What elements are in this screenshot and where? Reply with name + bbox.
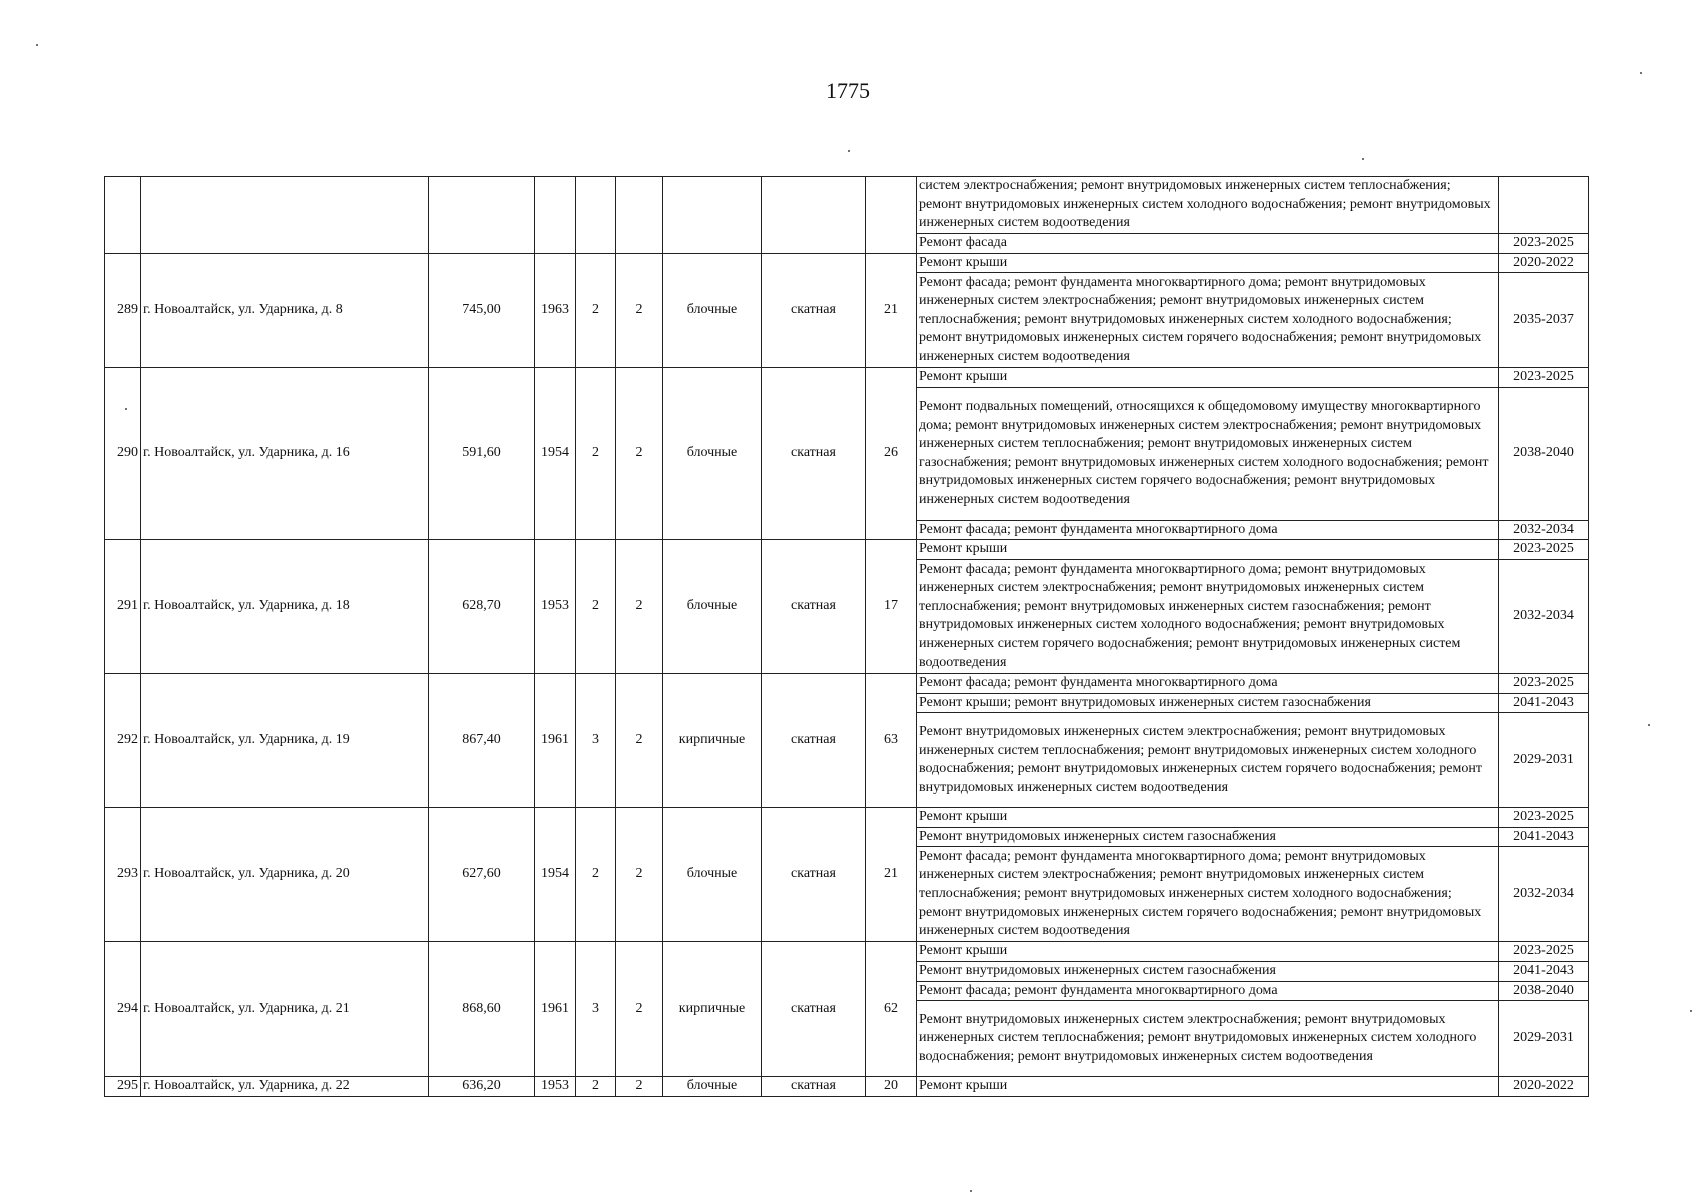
cell-repair-period: 2041-2043	[1499, 961, 1589, 981]
housing-repair-table	[104, 176, 1589, 1097]
cell-wall-material: блочные	[663, 253, 762, 368]
cell-row-number	[105, 177, 141, 254]
cell-repair-works: Ремонт фасада; ремонт фундамента многоквартирного дома; ремонт внутридомовых инженерных систем электроснабжения; ремонт внутридомовых инженерных систем теплоснабжения; ремонт внутридомовых инженерных систем газоснабжения; ремонт внутридомовых инженерных систем холодного водоснабжения; ремонт внутридомовых инженерных систем горячего водоснабжения; ремонт внутридомовых инженерных систем водоотведения	[917, 559, 1499, 673]
cell-row-number: 295	[105, 1077, 141, 1097]
cell-entrances	[616, 177, 663, 254]
cell-area: 867,40	[429, 673, 535, 807]
cell-repair-works: Ремонт фасада; ремонт фундамента многоквартирного дома; ремонт внутридомовых инженерных систем электроснабжения; ремонт внутридомовых инженерных систем теплоснабжения; ремонт внутридомовых инженерных систем холодного водоснабжения; ремонт внутридомовых инженерных систем горячего водоснабжения; ремонт внутридомовых инженерных систем водоотведения	[917, 273, 1499, 368]
cell-roof-type: скатная	[762, 942, 866, 1077]
cell-roof-type: скатная	[762, 253, 866, 368]
cell-roof-type: скатная	[762, 1077, 866, 1097]
scan-speck	[1640, 72, 1642, 74]
cell-wall-material: кирпичные	[663, 673, 762, 807]
cell-year-built: 1963	[535, 253, 576, 368]
cell-row-number: 291	[105, 540, 141, 674]
cell-repair-works: Ремонт крыши	[917, 540, 1499, 560]
table-row	[105, 808, 1589, 828]
cell-floors	[576, 177, 616, 254]
cell-repair-period: 2023-2025	[1499, 368, 1589, 388]
cell-repair-works: Ремонт внутридомовых инженерных систем электроснабжения; ремонт внутридомовых инженерных систем теплоснабжения; ремонт внутридомовых инженерных систем холодного водоснабжения; ремонт внутридомовых инженерных систем горячего водоснабжения; ремонт внутридомовых инженерных систем водоотведения	[917, 713, 1499, 808]
cell-area: 591,60	[429, 368, 535, 540]
cell-row-number: 290	[105, 368, 141, 540]
cell-repair-period: 2023-2025	[1499, 808, 1589, 828]
cell-repair-works: Ремонт внутридомовых инженерных систем газоснабжения	[917, 827, 1499, 847]
cell-repair-works: Ремонт фасада	[917, 234, 1499, 254]
scan-speck	[1648, 724, 1650, 726]
cell-year-built	[535, 177, 576, 254]
cell-repair-period: 2041-2043	[1499, 693, 1589, 713]
cell-repair-works: Ремонт крыши	[917, 368, 1499, 388]
cell-year-built: 1954	[535, 368, 576, 540]
cell-year-built: 1953	[535, 1077, 576, 1097]
cell-wall-material	[663, 177, 762, 254]
cell-wear-percent: 17	[866, 540, 917, 674]
table-row	[105, 673, 1589, 693]
scan-speck	[1362, 158, 1364, 160]
cell-entrances: 2	[616, 808, 663, 942]
cell-wear-percent: 26	[866, 368, 917, 540]
cell-repair-period: 2038-2040	[1499, 387, 1589, 520]
cell-wall-material: блочные	[663, 540, 762, 674]
table-row	[105, 368, 1589, 388]
cell-wear-percent	[866, 177, 917, 254]
cell-year-built: 1961	[535, 673, 576, 807]
cell-repair-works: Ремонт фасада; ремонт фундамента многоквартирного дома	[917, 520, 1499, 540]
cell-address	[141, 177, 429, 254]
cell-roof-type: скатная	[762, 540, 866, 674]
cell-repair-period: 2032-2034	[1499, 559, 1589, 673]
cell-entrances: 2	[616, 673, 663, 807]
cell-repair-period: 2032-2034	[1499, 847, 1589, 942]
cell-row-number: 292	[105, 673, 141, 807]
cell-wear-percent: 63	[866, 673, 917, 807]
cell-floors: 2	[576, 1077, 616, 1097]
cell-address: г. Новоалтайск, ул. Ударника, д. 8	[141, 253, 429, 368]
cell-roof-type: скатная	[762, 368, 866, 540]
cell-repair-works: Ремонт крыши; ремонт внутридомовых инженерных систем газоснабжения	[917, 693, 1499, 713]
cell-repair-period: 2023-2025	[1499, 942, 1589, 962]
cell-area: 628,70	[429, 540, 535, 674]
table-row	[105, 540, 1589, 560]
cell-repair-works: Ремонт подвальных помещений, относящихся к общедомовому имуществу многоквартирного дома; ремонт внутридомовых инженерных систем электроснабжения; ремонт внутридомовых инженерных систем теплоснабжения; ремонт внутридомовых инженерных систем газоснабжения; ремонт внутридомовых инженерных систем холодного водоснабжения; ремонт внутридомовых инженерных систем горячего водоснабжения; ремонт внутридомовых инженерных систем водоотведения	[917, 387, 1499, 520]
cell-repair-period: 2029-2031	[1499, 1001, 1589, 1077]
cell-wear-percent: 20	[866, 1077, 917, 1097]
cell-entrances: 2	[616, 540, 663, 674]
cell-address: г. Новоалтайск, ул. Ударника, д. 21	[141, 942, 429, 1077]
cell-floors: 2	[576, 540, 616, 674]
cell-address: г. Новоалтайск, ул. Ударника, д. 18	[141, 540, 429, 674]
cell-row-number: 289	[105, 253, 141, 368]
cell-repair-period: 2032-2034	[1499, 520, 1589, 540]
cell-repair-period: 2023-2025	[1499, 540, 1589, 560]
table-row	[105, 1077, 1589, 1097]
cell-area: 636,20	[429, 1077, 535, 1097]
cell-repair-works: Ремонт фасада; ремонт фундамента многоквартирного дома; ремонт внутридомовых инженерных систем электроснабжения; ремонт внутридомовых инженерных систем теплоснабжения; ремонт внутридомовых инженерных систем холодного водоснабжения; ремонт внутридомовых инженерных систем горячего водоснабжения; ремонт внутридомовых инженерных систем водоотведения	[917, 847, 1499, 942]
cell-year-built: 1953	[535, 540, 576, 674]
cell-area: 868,60	[429, 942, 535, 1077]
cell-wear-percent: 21	[866, 808, 917, 942]
page-number: 1775	[826, 78, 870, 103]
cell-repair-works: Ремонт внутридомовых инженерных систем электроснабжения; ремонт внутридомовых инженерных систем теплоснабжения; ремонт внутридомовых инженерных систем холодного водоснабжения; ремонт внутридомовых инженерных систем водоотведения	[917, 1001, 1499, 1077]
cell-roof-type	[762, 177, 866, 254]
cell-repair-works: Ремонт внутридомовых инженерных систем газоснабжения	[917, 961, 1499, 981]
scan-speck	[1690, 1010, 1692, 1012]
cell-row-number: 294	[105, 942, 141, 1077]
cell-floors: 3	[576, 942, 616, 1077]
cell-year-built: 1961	[535, 942, 576, 1077]
cell-floors: 2	[576, 368, 616, 540]
table-row	[105, 177, 1589, 234]
table-row	[105, 942, 1589, 962]
cell-repair-works: Ремонт фасада; ремонт фундамента многоквартирного дома	[917, 673, 1499, 693]
cell-year-built: 1954	[535, 808, 576, 942]
scan-speck	[848, 150, 850, 152]
scan-speck	[36, 44, 38, 46]
cell-wear-percent: 62	[866, 942, 917, 1077]
cell-floors: 2	[576, 808, 616, 942]
cell-address: г. Новоалтайск, ул. Ударника, д. 20	[141, 808, 429, 942]
cell-entrances: 2	[616, 1077, 663, 1097]
cell-repair-works: Ремонт крыши	[917, 253, 1499, 273]
cell-repair-period	[1499, 177, 1589, 234]
cell-area	[429, 177, 535, 254]
cell-address: г. Новоалтайск, ул. Ударника, д. 22	[141, 1077, 429, 1097]
cell-wall-material: блочные	[663, 808, 762, 942]
cell-roof-type: скатная	[762, 808, 866, 942]
cell-repair-works: Ремонт крыши	[917, 1077, 1499, 1097]
scan-speck	[970, 1190, 972, 1192]
cell-repair-period: 2029-2031	[1499, 713, 1589, 808]
cell-roof-type: скатная	[762, 673, 866, 807]
cell-wall-material: блочные	[663, 368, 762, 540]
cell-area: 745,00	[429, 253, 535, 368]
cell-row-number: 293	[105, 808, 141, 942]
cell-repair-period: 2020-2022	[1499, 253, 1589, 273]
scan-speck	[125, 408, 127, 410]
cell-area: 627,60	[429, 808, 535, 942]
cell-address: г. Новоалтайск, ул. Ударника, д. 16	[141, 368, 429, 540]
cell-repair-period: 2023-2025	[1499, 673, 1589, 693]
cell-floors: 2	[576, 253, 616, 368]
cell-entrances: 2	[616, 942, 663, 1077]
cell-floors: 3	[576, 673, 616, 807]
cell-entrances: 2	[616, 368, 663, 540]
cell-repair-period: 2020-2022	[1499, 1077, 1589, 1097]
cell-repair-works: систем электроснабжения; ремонт внутридомовых инженерных систем теплоснабжения; ремонт внутридомовых инженерных систем холодного водоснабжения; ремонт внутридомовых инженерных систем водоотведения	[917, 177, 1499, 234]
cell-repair-works: Ремонт крыши	[917, 942, 1499, 962]
cell-address: г. Новоалтайск, ул. Ударника, д. 19	[141, 673, 429, 807]
cell-repair-works: Ремонт крыши	[917, 808, 1499, 828]
cell-entrances: 2	[616, 253, 663, 368]
cell-wall-material: блочные	[663, 1077, 762, 1097]
table-row	[105, 253, 1589, 273]
cell-wear-percent: 21	[866, 253, 917, 368]
cell-repair-period: 2035-2037	[1499, 273, 1589, 368]
cell-repair-works: Ремонт фасада; ремонт фундамента многоквартирного дома	[917, 981, 1499, 1001]
cell-wall-material: кирпичные	[663, 942, 762, 1077]
cell-repair-period: 2023-2025	[1499, 234, 1589, 254]
cell-repair-period: 2038-2040	[1499, 981, 1589, 1001]
cell-repair-period: 2041-2043	[1499, 827, 1589, 847]
